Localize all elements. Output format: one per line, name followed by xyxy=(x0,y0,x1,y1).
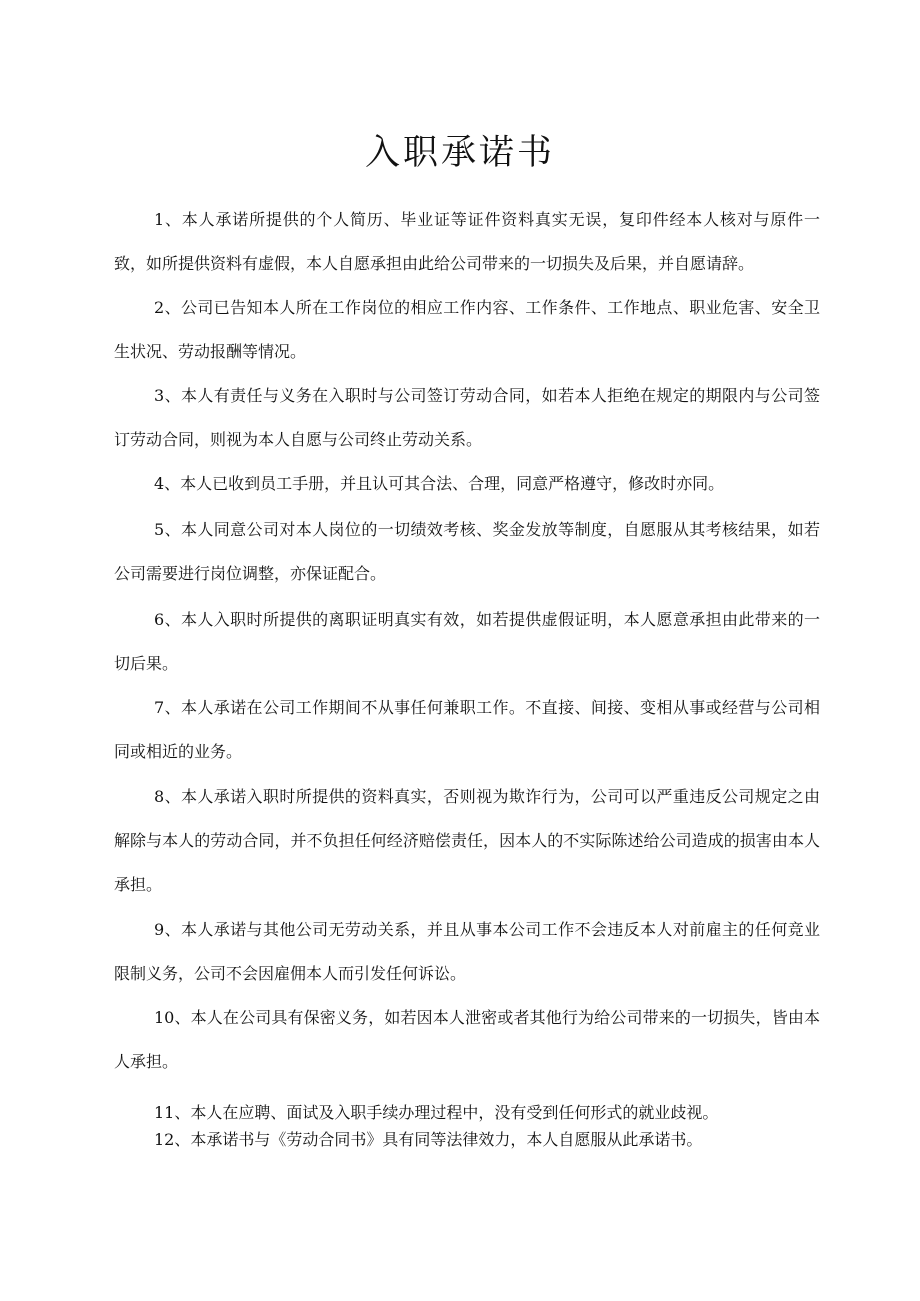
clause-3: 3、本人有责任与义务在入职时与公司签订劳动合同，如若本人拒绝在规定的期限内与公司签订劳动合同，则视为本人自愿与公司终止劳动关系。 xyxy=(114,386,820,449)
clause-8: 8、本人承诺入职时所提供的资料真实，否则视为欺诈行为，公司可以严重违反公司规定之由解除与本人的劳动合同，并不负担任何经济赔偿责任，因本人的不实际陈述给公司造成的损害由本人承担。 xyxy=(114,787,820,894)
clause-4: 4、本人已收到员工手册，并且认可其合法、合理，同意严格遵守，修改时亦同。 xyxy=(154,474,725,493)
clause-11: 11、本人在应聘、面试及入职手续办理过程中，没有受到任何形式的就业歧视。 xyxy=(154,1103,719,1122)
clause-2: 2、公司已告知本人所在工作岗位的相应工作内容、工作条件、工作地点、职业危害、安全卫生状况、劳动报酬等情况。 xyxy=(114,298,820,361)
clause-12: 12、本承诺书与《劳动合同书》具有同等法律效力，本人自愿服从此承诺书。 xyxy=(154,1130,703,1149)
clause-10: 10、本人在公司具有保密义务，如若因本人泄密或者其他行为给公司带来的一切损失，皆由本人承担。 xyxy=(114,1008,820,1071)
clause-6: 6、本人入职时所提供的离职证明真实有效，如若提供虚假证明，本人愿意承担由此带来的一切后果。 xyxy=(114,610,820,673)
clause-9: 9、本人承诺与其他公司无劳动关系，并且从事本公司工作不会违反本人对前雇主的任何竞业限制义务，公司不会因雇佣本人而引发任何诉讼。 xyxy=(114,920,820,983)
clause-5: 5、本人同意公司对本人岗位的一切绩效考核、奖金发放等制度，自愿服从其考核结果，如若公司需要进行岗位调整，亦保证配合。 xyxy=(114,520,820,583)
clause-1: 1、本人承诺所提供的个人简历、毕业证等证件资料真实无误，复印件经本人核对与原件一致，如所提供资料有虚假，本人自愿承担由此给公司带来的一切损失及后果，并自愿请辞。 xyxy=(114,210,820,273)
clause-7: 7、本人承诺在公司工作期间不从事任何兼职工作。不直接、间接、变相从事或经营与公司相同或相近的业务。 xyxy=(114,698,820,761)
document-title: 入职承诺书 xyxy=(364,133,555,173)
